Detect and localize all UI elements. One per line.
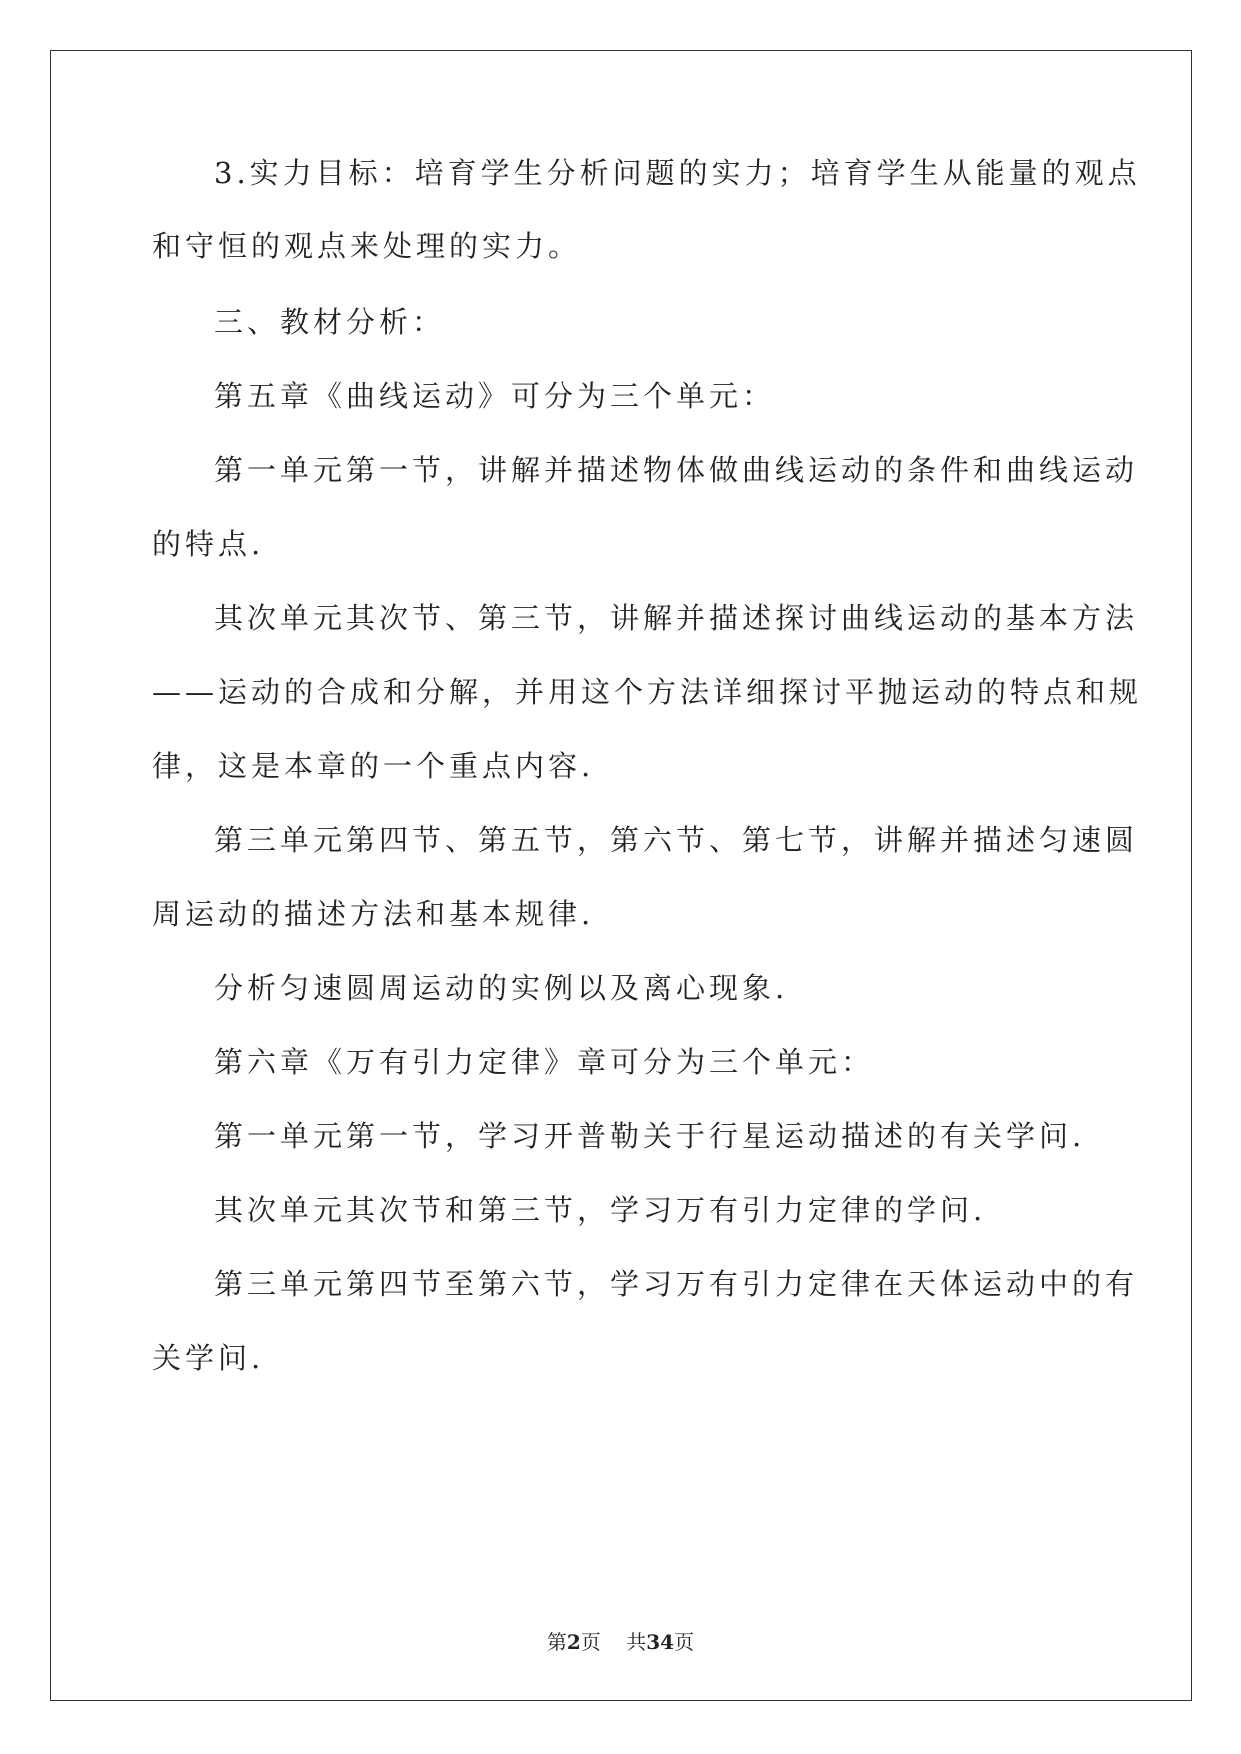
paragraph-line: 其次单元其次节和第三节，学习万有引力定律的学问. — [214, 1193, 987, 1227]
page-border — [50, 50, 1192, 1701]
paragraph-line: 和守恒的观点来处理的实力。 — [152, 229, 582, 263]
paragraph-line: 第三单元第四节至第六节，学习万有引力定律在天体运动中的有 — [214, 1267, 1139, 1301]
paragraph-line: 第一单元第一节，讲解并描述物体做曲线运动的条件和曲线运动 — [214, 453, 1139, 487]
paragraph-line: 第五章《曲线运动》可分为三个单元： — [214, 379, 776, 413]
paragraph-line: 关学问. — [152, 1341, 265, 1375]
page-number: 2 — [566, 1630, 581, 1654]
total-pages-suffix: 页 — [674, 1630, 695, 1654]
paragraph-line: 的特点. — [152, 527, 265, 561]
paragraph-line: 其次单元其次节、第三节，讲解并描述探讨曲线运动的基本方法 — [214, 601, 1139, 635]
page-number-prefix: 第 — [546, 1630, 567, 1654]
total-pages: 34 — [646, 1630, 675, 1654]
paragraph-line: 律，这是本章的一个重点内容. — [152, 749, 595, 783]
paragraph-line: 第六章《万有引力定律》章可分为三个单元： — [214, 1045, 875, 1079]
paragraph-line: 3.实力目标：培育学生分析问题的实力；培育学生从能量的观点 — [214, 156, 1141, 190]
page-footer — [0, 1626, 1241, 1655]
section-heading: 三、教材分析： — [214, 305, 446, 339]
paragraph-line: ——运动的合成和分解，并用这个方法详细探讨平抛运动的特点和规 — [152, 675, 1143, 709]
paragraph-line: 周运动的描述方法和基本规律. — [152, 897, 595, 931]
paragraph-line: 第三单元第四节、第五节，第六节、第七节，讲解并描述匀速圆 — [214, 823, 1139, 857]
paragraph-line: 分析匀速圆周运动的实例以及离心现象. — [214, 971, 789, 1005]
paragraph-line: 第一单元第一节，学习开普勒关于行星运动描述的有关学问. — [214, 1119, 1086, 1153]
page-number-suffix: 页 — [580, 1630, 601, 1654]
total-pages-prefix: 共 — [626, 1630, 647, 1654]
